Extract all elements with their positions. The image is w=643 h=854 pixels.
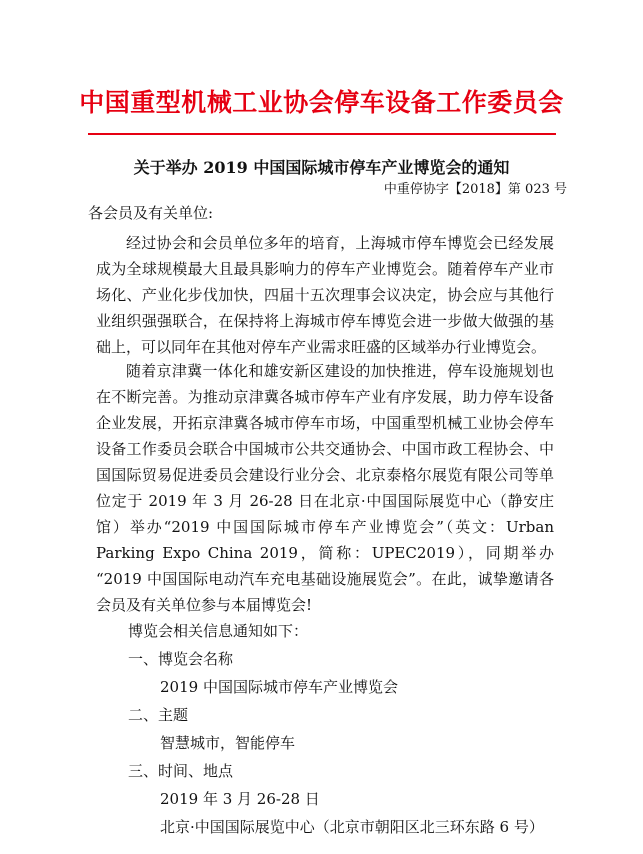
section-1-line-1: 2019 中国国际城市停车产业博览会 — [160, 678, 398, 696]
section-3-line-2: 北京·中国国际展览中心（北京市朝阳区北三环东路 6 号） — [160, 818, 544, 836]
section-heading-2: 二、主题 — [128, 706, 189, 724]
section-heading-3: 三、时间、地点 — [128, 762, 234, 780]
document-number: 中重停协字【2018】第 023 号 — [383, 182, 567, 197]
org-title: 中国重型机械工业协会停车设备工作委员会 — [79, 88, 564, 117]
salutation: 各会员及有关单位: — [88, 204, 214, 222]
section-heading-1: 一、博览会名称 — [128, 650, 234, 668]
paragraph-1: 经过协会和会员单位多年的培育，上海城市停车博览会已经发展成为全球规模最大且最具影响力的停车产业博览会。随着停车产业市场化、产业化步伐加快，四届十五次理事会议决定，协会应与其他行业组织强强联合，在保持将上海城市停车博览会进一步做大做强的基础上，可以同年在其他对停车产业需求旺盛的区域举办行业博览会。 — [96, 234, 554, 356]
section-3-line-1: 2019 年 3 月 26-28 日 — [160, 790, 320, 808]
body-text — [96, 230, 554, 360]
notice-title: 关于举办 2019 中国国际城市停车产业博览会的通知 — [133, 158, 510, 177]
section-2-line-1: 智慧城市，智能停车 — [160, 734, 296, 752]
info-intro: 博览会相关信息通知如下： — [128, 622, 309, 640]
paragraph-2: 随着京津冀一体化和雄安新区建设的加快推进，停车设施规划也在不断完善。为推动京津冀各城市停车产业有序发展，助力停车设备企业发展，开拓京津冀各城市停车市场，中国重型机械工业协会停车设备工作委员会联合中国城市公共交通协会、中国市政工程协会、中国国际贸易促进委员会建设行业分会、北京泰格尔展览有限公司等单位定于 2019 年 3 月 26-28 日在北京·中国国际展览中心（静安庄馆）举办“2019 中国国际城市停车产业博览会”（英文：Urban Parking Expo China 2019，简称：UPEC2019），同期举办 “2019 中国国际电动汽车充电基础设施展览会”。在此，诚挚邀请各会员及有关单位参与本届博览会! — [96, 362, 554, 614]
header-divider — [88, 133, 556, 135]
body-text-2 — [96, 358, 554, 618]
